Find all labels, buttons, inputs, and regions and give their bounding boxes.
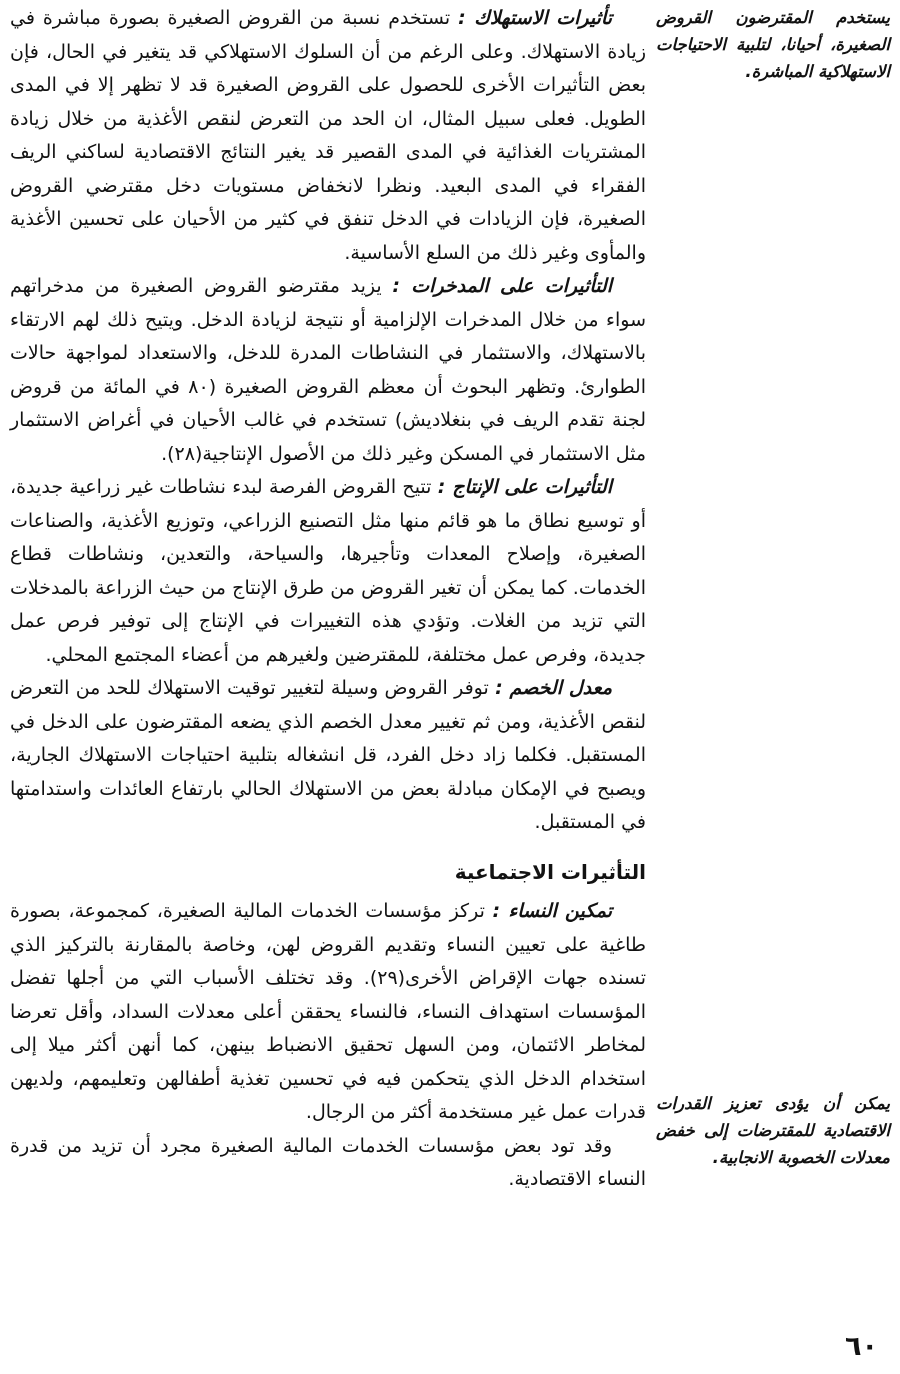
paragraph-text-women-empowerment: تركز مؤسسات الخدمات المالية الصغيرة، كمجموعة، بصورة طاغية على تعيين النساء وتقديم القروض لهن، وخاصة بالمقارنة بالتركيز الذي تسنده جهات الإقراض الأخرى(٢٩). وقد تختلف الأسباب التي من أجلها تفضل المؤسسات استهداف النساء، فالنساء يحققن أعلى معدلات السداد، وأقل تعرضا لمخاطر الائتمان، ومن السهل تحقيق الانضباط بينهن، كما أنهن أكثر ميلا إلى استخدام الدخل الذي يتحكمن فيه في تحسين تغذية أطفالهن وتعليمهم، ولديهن قدرات عمل غير مستخدمة أكثر من الرجال.: [10, 900, 646, 1123]
paragraph-discount-rate: [10, 672, 646, 840]
margin-note-fertility: يمكن أن يؤدى تعزيز القدرات الاقتصادية للمقترضات إلى خفض معدلات الخصوبة الانجابية.: [656, 1094, 890, 1167]
paragraph-lead-women-empowerment: تمكين النساء :: [492, 900, 612, 922]
paragraph-text-discount-rate: توفر القروض وسيلة لتغيير توقيت الاستهلاك للحد من التعرض لنقص الأغذية، ومن ثم تغيير معدل الخصم الذي يضعه المقترضون على الدخل في المستقبل. فكلما زاد دخل الفرد، قل انشغاله بتلبية احتياجات الاستهلاك الجارية، ويصبح في الإمكان مبادلة بعض من الاستهلاك الحالي بارتفاع العائدات واستدامتها في المستقبل.: [10, 677, 646, 833]
body-text: [10, 2, 646, 1197]
paragraph-lead-consumption: تأثيرات الاستهلاك :: [458, 7, 612, 29]
page-number: ٦٠: [845, 1331, 878, 1362]
paragraph-lead-savings: التأثيرات على المدخرات :: [392, 275, 612, 297]
paragraph-closing: [10, 1130, 646, 1197]
paragraph-text-production: تتيح القروض الفرصة لبدء نشاطات غير زراعية جديدة، أو توسيع نطاق ما هو قائم منها مثل التصنيع الزراعي، وتوزيع الأغذية، والصناعات الصغيرة، وإصلاح المعدات وتأجيرها، والسياحة، والتعدين، ونشاطات قطاع الخدمات. كما يمكن أن تغير القروض من طرق الإنتاج من حيث الزراعة بالمدخلات التي تزيد من الغلات. وتؤدي هذه التغييرات في الإنتاج إلى توفير فرص عمل جديدة، وفرص عمل مختلفة، للمقترضين ولغيرهم من أعضاء المجتمع المحلي.: [10, 476, 646, 666]
paragraph-lead-discount-rate: معدل الخصم :: [495, 677, 612, 699]
paragraph-text-consumption: تستخدم نسبة من القروض الصغيرة بصورة مباشرة في زيادة الاستهلاك. وعلى الرغم من أن السلوك الاستهلاكي قد يتغير في الحال، فإن بعض التأثيرات الأخرى للحصول على القروض الصغيرة قد لا تظهر إلا في المدى الطويل. فعلى سبيل المثال، ان الحد من التعرض لنقص الأغذية من خلال زيادة المشتريات الغذائية في المدى القصير قد يغير النتائج الاقتصادية لساكني الريف الفقراء في المدى البعيد. ونظرا لانخفاض مستويات دخل مقترضي القروض الصغيرة، فإن الزيادات في الدخل تنفق في كثير من الأحيان على تحسين الأغذية والمأوى وغير ذلك من السلع الأساسية.: [10, 7, 646, 264]
paragraph-production-effects: [10, 471, 646, 672]
paragraph-women-empowerment: [10, 895, 646, 1130]
section-heading-social-effects: التأثيرات الاجتماعية: [454, 859, 646, 884]
paragraph-text-savings: يزيد مقترضو القروض الصغيرة من مدخراتهم سواء من خلال المدخرات الإلزامية أو نتيجة لزيادة الدخل. ويتيح ذلك لهم الارتقاء بالاستهلاك، والاستثمار في النشاطات المدرة للدخل، والاستعداد لمواجهة حالات الطوارئ. وتظهر البحوث أن معظم القروض الصغيرة (٨٠ في المائة من قروض لجنة تقدم الريف في بنغلاديش) تستخدم في غالب الأحيان في أغراض الاستثمار مثل الاستثمار في المسكن وغير ذلك من الأصول الإنتاجية(٢٨).: [10, 275, 646, 465]
paragraph-consumption-effects: [10, 2, 646, 270]
paragraph-text-closing: وقد تود بعض مؤسسات الخدمات المالية الصغيرة مجرد أن تزيد من قدرة النساء الاقتصادية.: [10, 1134, 646, 1190]
margin-note-consumption: يستخدم المقترضون القروض الصغيرة، أحيانا، لتلبية الاحتياجات الاستهلاكية المباشرة.: [656, 8, 890, 81]
paragraph-lead-production: التأثيرات على الإنتاج :: [437, 476, 612, 498]
paragraph-savings-effects: [10, 270, 646, 471]
